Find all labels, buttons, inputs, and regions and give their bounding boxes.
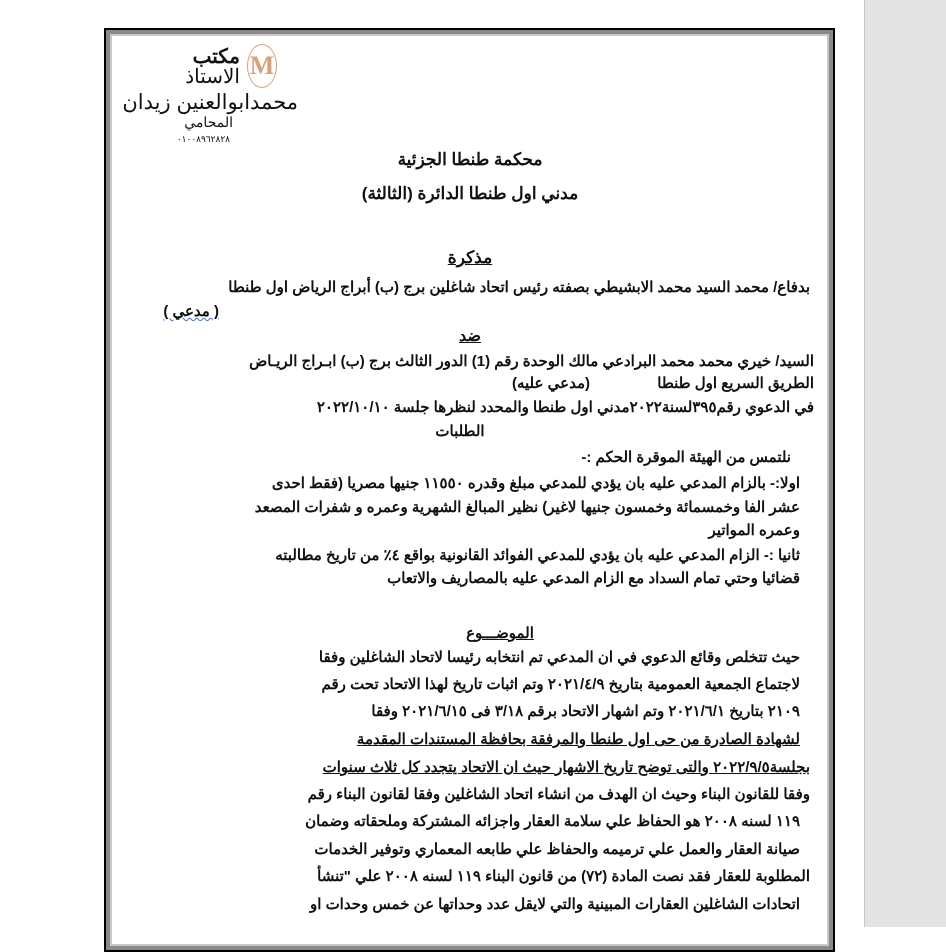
subject-line: صيانة العقار والعمل علي ترميمه والحفاظ علي طابعه المعماري وتوفير الخدمات: [314, 841, 800, 858]
window-background: [864, 0, 946, 927]
defendant-line-1: السيد/ خيري محمد محمد البرادعي مالك الوحدة رقم (1) الدور الثالث برج (ب) ابـراج الريـاض: [249, 353, 814, 370]
memo-title: مذكرة: [447, 248, 493, 267]
subject-line: حيث تتخلص وقائع الدعوي في ان المدعي تم انتخابه رئيسا لاتحاد الشاغلين وفقا: [318, 649, 800, 666]
requests-title: الطلبات: [435, 423, 485, 440]
plaintiff-label-text: ( مدعي ): [163, 303, 219, 320]
request-second-line: قضائيا وحتي تمام السداد مع الزام المدعي عليه بالمصاريف والاتعاب: [387, 570, 800, 587]
logo-office: مكتب: [192, 46, 240, 68]
plaintiff-label: [163, 302, 219, 320]
subject-line: اتحادات الشاغلين العقارات المبينية والتي لايقل عدد وحداتها عن خمس وحدات او: [309, 896, 800, 913]
logo-title: الاستاذ: [185, 66, 240, 88]
logo-role: المحامي: [184, 114, 233, 130]
logo-name: محمدابوالعنين زيدان: [122, 91, 298, 114]
defense-line: بدفاع/ محمد السيد محمد الابشيطي بصفته رئيس اتحاد شاغلين برج (ب) أبراج الرياض اول طنطا: [228, 279, 810, 296]
subject-line: بجلسة٢٠٢٢/٩/٥ والتى توضح تاريخ الاشهار حيث ان الاتحاد يتجدد كل ثلاث سنوات: [322, 759, 810, 776]
request-first-line: اولا:- بالزام المدعي عليه بان يؤدي للمدعي مبلغ وقدره ١١٥٥٠ جنيها مصريا (فقط احدى: [271, 475, 800, 492]
subject-line: ٢١٠٩ بتاريخ ٢٠٢١/٦/١ وتم اشهار الاتحاد برقم ٣/١٨ فى ٢٠٢١/٦/١٥ وفقا: [371, 703, 800, 720]
against-label: ضد: [459, 328, 481, 345]
court-name: محكمة طنطا الجزئية: [397, 150, 543, 169]
law-office-logo: [122, 42, 305, 152]
request-first-line: عشر الفا وخمسمائة وخمسون جنيها لاغير) نظير المبالغ الشهرية وعمره و شفرات المصعد: [254, 499, 800, 516]
subject-line: لاجتماع الجمعية العمومية بتاريخ ٢٠٢١/٤/٩ وتم اثبات تاريخ لهذا الاتحاد تحت رقم: [321, 676, 800, 693]
subject-line: ١١٩ لسنه ٢٠٠٨ هو الحفاظ علي سلامة العقار واجزائه المشتركة وملحقاته وضمان: [305, 813, 800, 830]
logo-phone: ٠١٠٠٨٩٦٢٨٢٨: [176, 134, 230, 144]
request-second-line: ثانيا :- الزام المدعي عليه بان يؤدي للمدعي الفوائد القانونية بواقع ٤٪ من تاريخ مطالبته: [275, 547, 800, 564]
court-circuit: مدني اول طنطا الدائرة (الثالثة): [361, 184, 579, 203]
subject-line: لشهادة الصادرة من حى اول طنطا والمرفقة بحافظة المستندات المقدمة: [356, 731, 800, 748]
subject-title: الموضـــوع: [466, 625, 534, 642]
request-first-line: وعمره المواتير: [708, 522, 800, 539]
requests-intro: نلتمس من الهيئة الموقرة الحكم :-: [581, 449, 791, 466]
case-number-line: في الدعوي رقم٣٩٥لسنة٢٠٢٢مدني اول طنطا والمحدد لنظرها جلسة ٢٠٢٢/١٠/١٠: [316, 399, 814, 416]
scales-m-emblem-icon: M: [247, 44, 277, 88]
subject-line: المطلوبة للعقار فقد نصت المادة (٧٢) من قانون البناء ١١٩ لسنه ٢٠٠٨ علي "تنشأ: [317, 868, 810, 885]
defendant-label: (مدعي عليه): [511, 375, 590, 392]
subject-line: وفقا للقانون البناء وحيث ان الهدف من انشاء اتحاد الشاغلين وفقا لقانون البناء رقم: [307, 786, 810, 803]
defendant-line-2a: الطريق السريع اول طنطا: [657, 375, 814, 392]
